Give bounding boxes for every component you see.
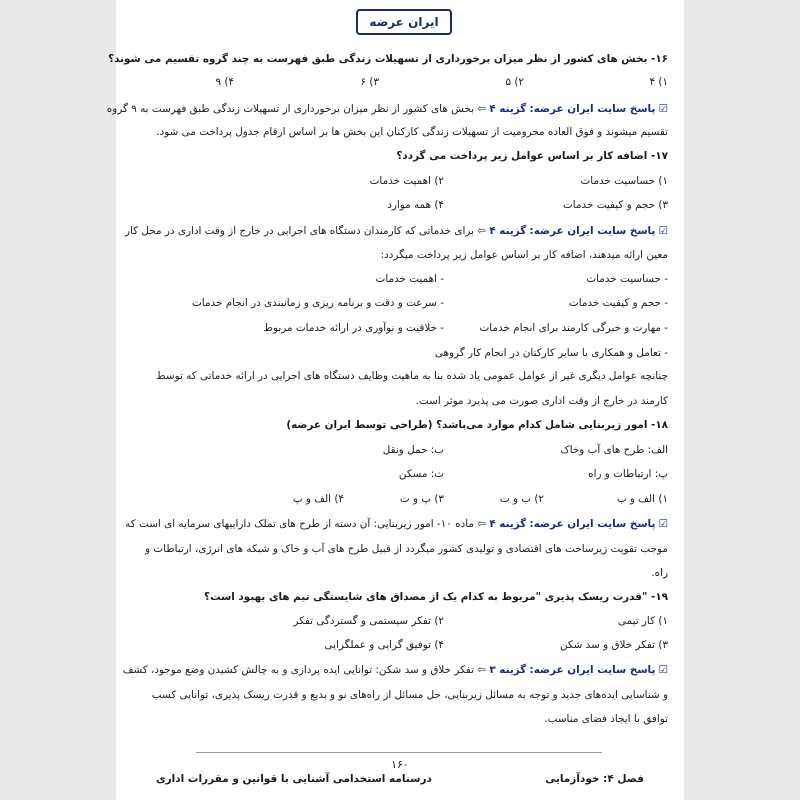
- q19-option-1: ۱) کار تیمی: [617, 615, 668, 627]
- answer-label: پاسخ سایت ایران عرضه:: [529, 225, 656, 237]
- q17-option-1: ۱) حساسیت خدمات: [580, 175, 668, 187]
- answer-choice: گزینه ۳: [489, 664, 527, 676]
- q17-option-3: ۳) حجم و کیفیت خدمات: [563, 199, 668, 211]
- answer-text: برای خدماتی که کارمندان دستگاه های اجرایی در خارج از وقت اداری در محل کار: [125, 225, 474, 237]
- q19-option-3: ۳) تفکر خلاق و سد شکن: [560, 639, 668, 651]
- q18-item-d: ت: مسکن: [398, 468, 444, 480]
- answer-label: پاسخ سایت ایران عرضه:: [529, 103, 656, 115]
- q18-item-a: الف: طرح های آب وخاک: [560, 444, 668, 456]
- q16-option-2: ۲) ۵: [505, 76, 524, 88]
- q19-answer-line-2: و شناسایی ایده‌های جدید و توجه به مسائل زیربنایی، حل مسائل از راه‌های نو و بدیع و قدرت ریسک پذیری، توانایی کسب: [151, 689, 668, 701]
- q16-option-1: ۱) ۴: [649, 76, 668, 88]
- q18-option-3: ۳) پ و ت: [399, 493, 444, 505]
- answer-label: پاسخ سایت ایران عرضه:: [529, 518, 656, 530]
- answer-text: تفکر خلاق و سد شکن: توانایی ایده پردازی و به چالش کشیدن وضع موجود، کشف: [122, 664, 474, 676]
- q19-option-4: ۴) توفیق گرایی و عملگرایی: [324, 639, 444, 651]
- q16-option-3: ۳) ۶: [360, 76, 379, 88]
- factor-5: - مهارت و خبرگی کارمند برای انجام خدمات: [479, 322, 668, 334]
- factor-4: - سرعت و دقت و برنامه ریزی و زمانبندی در انجام خدمات: [192, 297, 444, 309]
- q18-answer: [125, 515, 668, 533]
- document-page: [106, 0, 684, 800]
- q16-answer: [106, 100, 668, 118]
- arrow-icon: ⇦: [477, 664, 486, 676]
- arrow-icon: ⇦: [477, 518, 486, 530]
- q18-answer-line-3: راه.: [651, 567, 668, 579]
- q18-item-b: ب: حمل ونقل: [382, 444, 444, 456]
- factor-6: - خلاقیت و نوآوری در ارائه خدمات مربوط: [263, 322, 444, 334]
- q16-answer-line-2: تقسیم میشوند و فوق العاده محرومیت از تسهیلات زندگی کارکنان این بخش ها بر اساس ارقام جدول پرداخت می شود.: [156, 126, 668, 138]
- q18-item-c: پ: ارتباطات و راه: [588, 468, 668, 480]
- answer-text: ماده ۱۰- امور زیربنایی: آن دسته از طرح های تملک داراییهای سرمایه ای است که: [125, 518, 474, 530]
- book-title: درسنامه استخدامی آشنایی با قوانین و مقررات اداری: [156, 773, 432, 785]
- checkbox-icon: ☑: [658, 103, 668, 115]
- answer-label: پاسخ سایت ایران عرضه:: [529, 664, 656, 676]
- q18-option-1: ۱) الف و ب: [616, 493, 668, 505]
- arrow-icon: ⇦: [477, 225, 486, 237]
- q17-answer: [125, 222, 668, 240]
- factor-2: - اهمیت خدمات: [375, 273, 444, 285]
- page-number: ۱۶۰: [391, 758, 409, 771]
- question-18: ۱۸- امور زیربنایی شامل کدام موارد می‌باشد؟ (طراحی توسط ایران عرضه): [286, 419, 668, 431]
- checkbox-icon: ☑: [658, 518, 668, 530]
- factor-7: - تعامل و همکاری با سایر کارکنان در انجام کار گروهی: [434, 347, 668, 359]
- q17-option-4: ۴) همه موارد: [387, 199, 444, 211]
- q18-option-4: ۴) الف و پ: [292, 493, 344, 505]
- question-17: ۱۷- اضافه کار بر اساس عوامل زیر پرداخت می گردد؟: [396, 150, 668, 162]
- q18-option-2: ۲) ب و ت: [499, 493, 544, 505]
- checkbox-icon: ☑: [658, 225, 668, 237]
- q18-answer-line-2: موجب تقویت زیرساخت های اقتصادی و تولیدی کشور میگردد از قبیل طرح های آب و خاک و شبکه های انرژی، ارتباطات و: [145, 543, 668, 555]
- footer-divider: [196, 752, 602, 753]
- site-logo: [356, 9, 452, 35]
- answer-choice: گزینه ۴: [489, 225, 527, 237]
- question-16: ۱۶- بخش های کشور از نظر میزان برخورداری از تسهیلات زندگی طبق فهرست به چند گروه تقسیم می شوند؟: [108, 53, 668, 65]
- answer-choice: گزینه ۴: [489, 103, 527, 115]
- arrow-icon: ⇦: [477, 103, 486, 115]
- q17-closing-1: چنانچه عوامل دیگری غیر از عوامل عمومی یاد شده بنا به ماهیت وظایف دستگاه های اجرایی در ارائه خدماتی که توسط: [156, 370, 668, 382]
- chapter-title: فصل ۴: خودآزمایی: [545, 773, 644, 785]
- factor-3: - حجم و کیفیت خدمات: [568, 297, 668, 309]
- q19-option-2: ۲) تفکر سیستمی و گستردگی تفکر: [293, 615, 444, 627]
- logo-text: ایران عرضه: [369, 15, 439, 29]
- q17-answer-line-2: معین ارائه میدهند، اضافه کار بر اساس عوامل زیر پرداخت میگردد:: [380, 249, 668, 261]
- q17-option-2: ۲) اهمیت خدمات: [369, 175, 444, 187]
- q19-answer: [122, 661, 668, 679]
- answer-choice: گزینه ۴: [489, 518, 527, 530]
- question-19: ۱۹- "قدرت ریسک پذیری "مربوط به کدام یک از مصداق های شایستگی تیم های بهبود است؟: [204, 591, 668, 603]
- q17-closing-2: کارمند در خارج از وقت اداری صورت می پذیرد موثر است.: [415, 395, 668, 407]
- q16-option-4: ۴) ۹: [215, 76, 234, 88]
- factor-1: - حساسیت خدمات: [586, 273, 668, 285]
- q19-answer-line-3: توافق با ایجاد فضای مناسب.: [544, 713, 668, 725]
- answer-text: بخش های کشور از نظر میزان برخورداری از تسهیلات زندگی طبق فهرست به ۹ گروه: [106, 103, 474, 115]
- checkbox-icon: ☑: [658, 664, 668, 676]
